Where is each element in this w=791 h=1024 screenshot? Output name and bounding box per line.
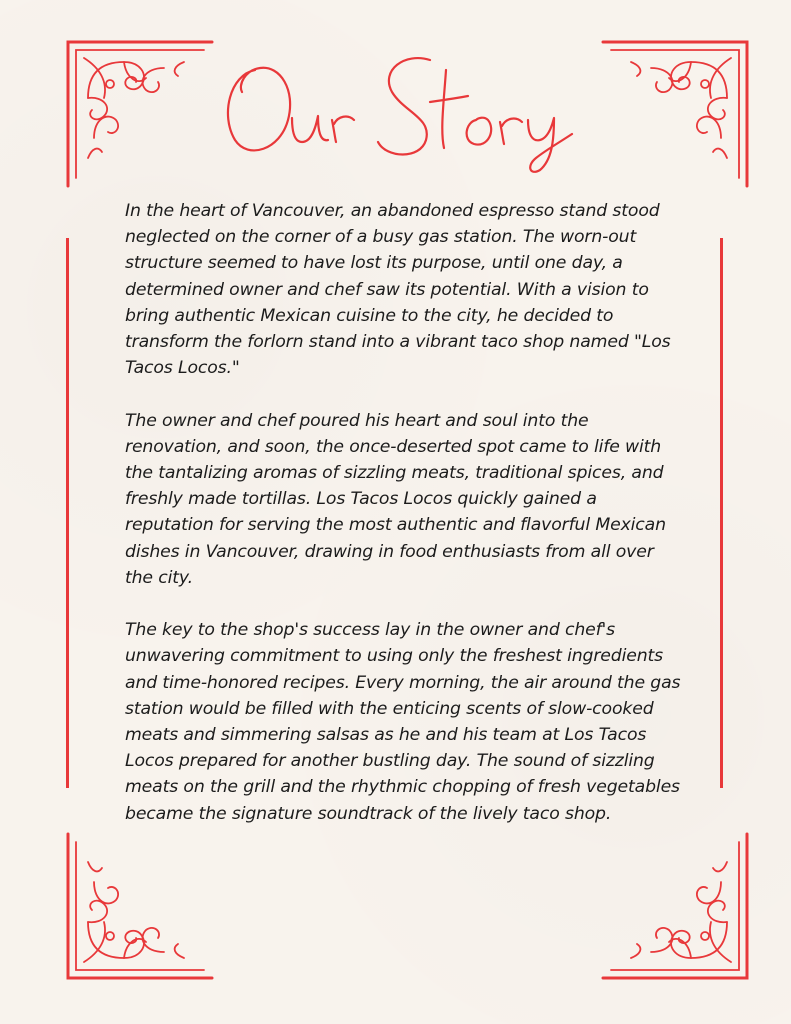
story-body	[125, 198, 685, 853]
story-paragraph-2: The owner and chef poured his heart and soul into the renovation, and soon, the once-deserted spot came to life with the tantalizing aromas of sizzling meats, traditional spices, and freshly made tortillas. Los Tacos Locos quickly gained a reputation for serving the most authentic and flavorful Mexican dishes in Vancouver, drawing in food enthusiasts from all over the city.	[125, 410, 666, 588]
story-paragraph-3: The key to the shop's success lay in the owner and chef's unwavering commitment to using only the freshest ingredients and time-honored recipes. Every morning, the air around the gas station would be filled with the enticing scents of slow-cooked meats and simmering salsas as he and his team at Los Tacos Locos prepared for another bustling day. The sound of sizzling meats on the grill and the rhythmic chopping of fresh vegetables became the signature soundtrack of the lively taco shop.	[125, 620, 681, 824]
page-title	[200, 30, 600, 180]
story-paragraph-1: In the heart of Vancouver, an abandoned espresso stand stood neglected on the corner of a busy gas station. The worn-out structure seemed to have lost its purpose, until one day, a determined owner and chef saw its potential. With a vision to bring authentic Mexican cuisine to the city, he decided to transform the forlorn stand into a vibrant taco shop named "Los Tacos Locos."	[125, 201, 671, 379]
corner-ornament-bottom-left	[64, 832, 214, 982]
corner-ornament-top-right	[601, 38, 751, 188]
corner-ornament-bottom-right	[601, 832, 751, 982]
left-border-line	[66, 238, 69, 788]
right-border-line	[720, 238, 723, 788]
corner-ornament-top-left	[64, 38, 214, 188]
